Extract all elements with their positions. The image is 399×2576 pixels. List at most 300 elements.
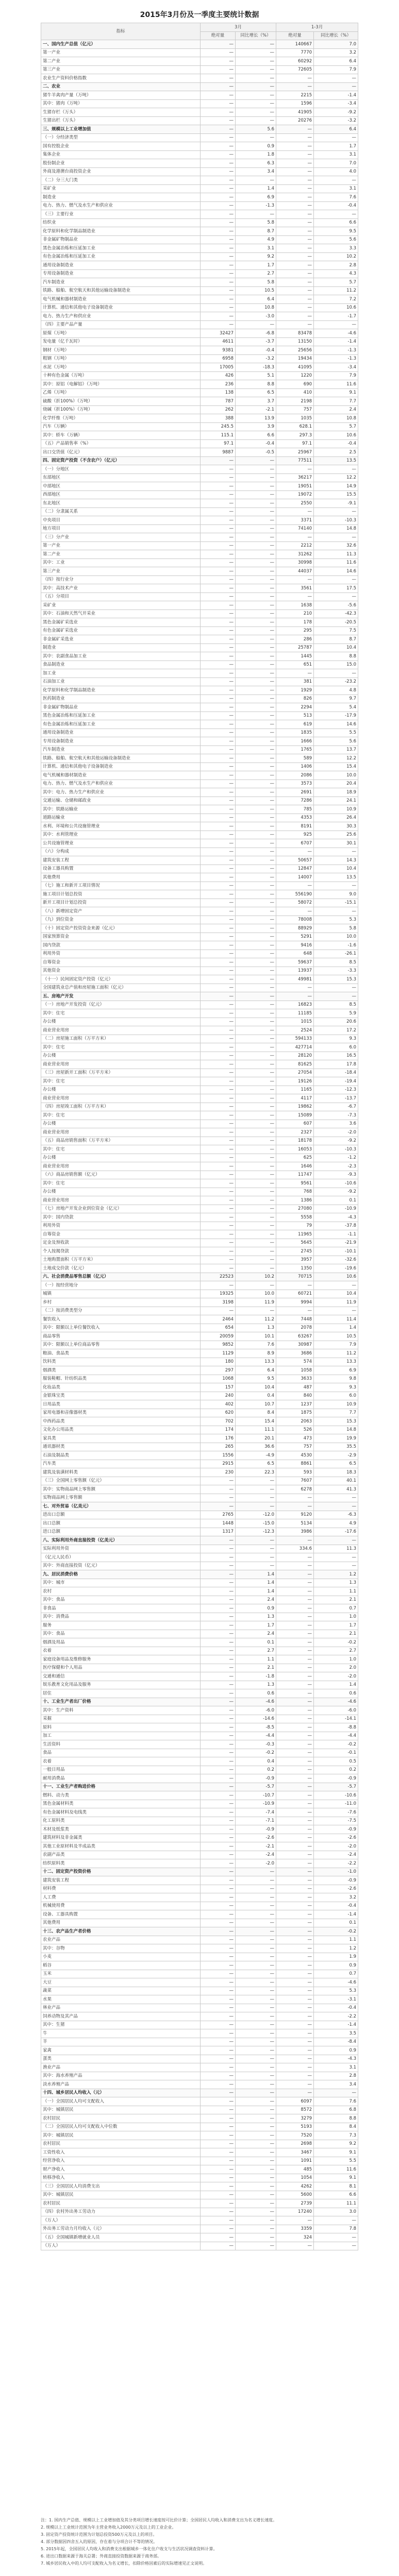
table-row [41,133,358,142]
table-row [41,533,358,542]
cell-indicator-name: 纺织原料类 [41,1859,201,1868]
cell-ytd-growth: 2.0 [314,1664,358,1672]
cell-ytd-growth: 2.4 [314,405,358,414]
cell-month-growth: — [236,2080,276,2089]
table-row [41,788,358,797]
table-row [41,1851,358,1859]
cell-month-abs: — [201,950,236,958]
cell-ytd-growth: 6.0 [314,1392,358,1400]
cell-indicator-name: 施工项目计划总投资 [41,890,201,899]
cell-indicator-name: 第一产业 [41,541,201,550]
cell-month-abs: — [201,975,236,984]
cell-month-growth: — [236,2106,276,2114]
cell-ytd-abs: 19434 [276,354,314,363]
cell-month-abs: — [201,1196,236,1205]
cell-ytd-growth: 13.7 [314,745,358,754]
cell-ytd-abs: 3467 [276,2148,314,2157]
cell-ytd-growth: 10.0 [314,771,358,780]
footnotes [41,2517,358,2567]
cell-ytd-growth: 8.8 [314,2114,358,2123]
cell-month-growth: 8.4 [236,1409,276,1417]
cell-month-abs: — [201,150,236,159]
cell-month-growth: 0.2 [236,1766,276,1774]
cell-month-abs: — [201,99,236,108]
cell-ytd-growth: — [314,592,358,601]
cell-ytd-abs: 7607 [276,1477,314,1485]
cell-month-growth: 2.1 [236,1664,276,1672]
cell-indicator-name: 其中：谷物 [41,1944,201,1953]
cell-month-abs: — [201,1944,236,1953]
cell-month-growth: 20.1 [236,1434,276,1443]
cell-month-abs: — [201,1281,236,1290]
cell-month-abs: — [201,822,236,831]
cell-month-growth: — [236,499,276,508]
cell-ytd-abs: 5558 [276,1213,314,1222]
cell-month-abs: — [201,490,236,499]
cell-month-growth: — [236,2174,276,2182]
cell-ytd-growth: 15.5 [314,490,358,499]
cell-month-abs: — [201,1604,236,1613]
cell-month-growth: — [236,1060,276,1069]
cell-ytd-abs: 3359 [276,2225,314,2233]
cell-month-abs: — [201,524,236,533]
cell-month-abs: — [201,814,236,822]
cell-indicator-name: 五、房地产开发 [41,992,201,1001]
cell-ytd-growth: -23.2 [314,677,358,686]
cell-ytd-abs: — [276,1919,314,1927]
cell-ytd-growth: 2.8 [314,261,358,270]
cell-month-growth: -0.3 [236,1740,276,1749]
cell-indicator-name: 十四、城乡居民人均收入（元） [41,2089,201,2097]
cell-month-abs: — [201,1630,236,1638]
table-row [41,380,358,389]
table-row [41,2046,358,2055]
cell-indicator-name: （一）房地产开发投资（亿元） [41,1001,201,1009]
table-row [41,1774,358,1783]
cell-ytd-growth: -1.3 [314,354,358,363]
cell-indicator-name: 金银珠宝类 [41,1392,201,1400]
cell-month-abs: — [201,2165,236,2174]
cell-ytd-growth: -0.1 [314,1749,358,1757]
table-row [41,916,358,924]
cell-ytd-growth: 13.5 [314,456,358,465]
table-row [41,1443,358,1451]
cell-ytd-abs: 20276 [276,116,314,125]
cell-ytd-abs: 2698 [276,2140,314,2148]
cell-month-abs: — [201,2063,236,2072]
cell-month-growth: — [236,2242,276,2250]
cell-month-abs: — [201,193,236,202]
cell-indicator-name: （一）全国居民人均可支配收入 [41,2097,201,2106]
cell-ytd-growth: -10.6 [314,1179,358,1188]
cell-month-growth: 13.3 [236,1358,276,1366]
cell-ytd-growth: -4.6 [314,329,358,338]
cell-ytd-growth: -37.8 [314,1222,358,1230]
cell-indicator-name: 新开工项目计划总投资 [41,899,201,907]
cell-indicator-name: 其中：生产资料 [41,1706,201,1715]
table-row [41,210,358,219]
cell-month-growth: — [236,1188,276,1196]
table-row [41,1222,358,1230]
table-row [41,660,358,669]
cell-month-abs: — [201,686,236,695]
cell-month-growth: 1.4 [236,1587,276,1596]
cell-ytd-growth: -8.8 [314,1723,358,1732]
table-row [41,1791,358,1800]
cell-month-growth: 0.9 [236,142,276,151]
cell-month-abs: — [201,201,236,210]
table-row [41,150,358,159]
cell-ytd-abs: 15089 [276,1111,314,1120]
cell-month-growth: — [236,1536,276,1545]
cell-month-abs: — [201,303,236,312]
cell-month-growth: — [236,550,276,559]
cell-ytd-abs: — [276,159,314,168]
cell-indicator-name: 其中：住宅 [41,1009,201,1018]
cell-indicator-name: 农业产品 [41,1936,201,1944]
cell-ytd-abs: — [276,575,314,584]
cell-indicator-name: 办公楼 [41,1120,201,1128]
cell-ytd-abs: — [276,320,314,329]
cell-indicator-name: 非食品 [41,1604,201,1613]
cell-month-growth: — [236,916,276,924]
cell-indicator-name: 转移净收入 [41,2174,201,2182]
cell-ytd-growth: -7.5 [314,1817,358,1825]
cell-ytd-growth: 8.7 [314,635,358,644]
cell-ytd-growth: 1.7 [314,1621,358,1630]
cell-month-abs: — [201,660,236,669]
cell-month-growth: — [236,558,276,567]
table-row [41,1511,358,1519]
cell-indicator-name: 其中：电力、热力生产和供应业 [41,788,201,797]
cell-month-growth: 1.3 [236,1681,276,1689]
table-row [41,2055,358,2063]
cell-month-abs: — [201,1043,236,1052]
cell-ytd-growth: 7.2 [314,295,358,304]
cell-month-abs: — [201,1154,236,1162]
cell-ytd-growth: 0.1 [314,1196,358,1205]
cell-month-abs: — [201,2199,236,2208]
cell-indicator-name: 有色金属冶炼和压延加工业 [41,720,201,729]
cell-ytd-abs: 210 [276,609,314,618]
table-row [41,2123,358,2131]
cell-ytd-abs: — [276,1995,314,2004]
cell-indicator-name: 其中：原铝（电解铝）（万吨） [41,380,201,389]
cell-month-abs: — [201,1927,236,1936]
cell-ytd-growth: -4.4 [314,1732,358,1740]
cell-month-growth: — [236,1103,276,1111]
cell-indicator-name: 其中：住宅 [41,1043,201,1052]
cell-month-abs: 236 [201,380,236,389]
table-row [41,2080,358,2089]
cell-ytd-growth: -1.3 [314,346,358,355]
cell-month-growth: 10.4 [236,1383,276,1392]
table-row [41,227,358,236]
cell-ytd-abs: 7448 [276,1315,314,1324]
cell-month-abs: — [201,1893,236,1902]
table-row [41,1902,358,1910]
table-row [41,2225,358,2233]
cell-ytd-growth: — [314,320,358,329]
cell-indicator-name: 制造业 [41,193,201,202]
cell-indicator-name: 家具类 [41,1434,201,1443]
cell-month-abs: 17005 [201,363,236,372]
table-row [41,899,358,907]
cell-ytd-abs: 50657 [276,856,314,865]
cell-ytd-abs: 556190 [276,890,314,899]
cell-month-abs: 9852 [201,1341,236,1349]
cell-month-growth: — [236,1876,276,1885]
cell-ytd-abs: — [276,176,314,185]
cell-indicator-name: （六）分构成 [41,848,201,856]
cell-ytd-growth: — [314,74,358,83]
table-row [41,1740,358,1749]
cell-ytd-abs: 60721 [276,1290,314,1298]
cell-month-abs: — [201,82,236,91]
cell-month-abs: — [201,57,236,66]
cell-indicator-name: 化工原料类 [41,1817,201,1825]
cell-ytd-growth: — [314,1281,358,1290]
cell-indicator-name: 经营净收入 [41,2157,201,2165]
cell-month-growth: — [236,899,276,907]
cell-ytd-abs: 19072 [276,490,314,499]
table-row [41,1290,358,1298]
cell-month-abs: — [201,1978,236,1987]
cell-month-abs: 2464 [201,1315,236,1324]
cell-ytd-growth: — [314,133,358,142]
table-row [41,1647,358,1655]
cell-month-abs: — [201,176,236,185]
cell-month-growth: — [236,82,276,91]
cell-ytd-abs: — [276,1953,314,1961]
cell-month-growth: — [236,737,276,746]
cell-month-abs: — [201,473,236,482]
cell-indicator-name: 黑色金属矿采选业 [41,618,201,627]
cell-ytd-growth: 14.8 [314,524,358,533]
table-row [41,1545,358,1553]
cell-indicator-name: 铁路、船舶、航空航天和其他运输设备制造业 [41,754,201,763]
cell-ytd-growth: 10.2 [314,252,358,261]
table-row [41,1332,358,1341]
cell-month-growth: -3.2 [236,354,276,363]
cell-ytd-abs: — [276,1749,314,1757]
cell-month-abs: — [201,1052,236,1060]
cell-indicator-name: 实物商品网上零售额 [41,1494,201,1502]
cell-indicator-name: （三）主要行业 [41,210,201,219]
cell-ytd-abs: 13937 [276,967,314,975]
cell-ytd-growth: 1.4 [314,1324,358,1332]
table-row [41,456,358,465]
cell-ytd-growth: 7.0 [314,159,358,168]
cell-ytd-growth: 13.3 [314,1358,358,1366]
table-row [41,490,358,499]
cell-ytd-abs: 7520 [276,2131,314,2140]
cell-ytd-growth: 10.8 [314,414,358,423]
cell-month-abs: — [201,159,236,168]
cell-month-growth: — [236,48,276,57]
table-row [41,2114,358,2123]
table-row [41,1655,358,1664]
cell-month-growth: 1.4 [236,184,276,193]
cell-ytd-abs: — [276,1927,314,1936]
cell-indicator-name: 七、对外贸易（亿美元） [41,1502,201,1511]
table-row [41,1553,358,1562]
cell-month-abs: — [201,1120,236,1128]
cell-indicator-name: 十、工业生产者出厂价格 [41,1698,201,1706]
cell-ytd-abs: 36217 [276,473,314,482]
table-row [41,2199,358,2208]
cell-month-growth: -10.7 [236,1791,276,1800]
table-row [41,1239,358,1247]
cell-ytd-abs: 297.3 [276,431,314,440]
cell-month-growth: -0.4 [236,346,276,355]
cell-indicator-name: 服务 [41,1621,201,1630]
cell-ytd-growth: -0.9 [314,1774,358,1783]
cell-ytd-abs: — [276,1876,314,1885]
cell-month-abs: — [201,2055,236,2063]
cell-month-abs: — [201,1842,236,1851]
table-row [41,48,358,57]
cell-month-abs: — [201,2038,236,2046]
cell-month-abs: — [201,1953,236,1961]
table-row [41,1273,358,1281]
cell-month-growth: — [236,2063,276,2072]
cell-ytd-abs: — [276,142,314,151]
cell-indicator-name: 出口总额 [41,1519,201,1528]
cell-month-growth: 0.9 [236,1604,276,1613]
cell-month-abs: — [201,1613,236,1621]
table-row [41,1834,358,1842]
cell-ytd-growth: -18.4 [314,1069,358,1077]
cell-month-growth: — [236,1094,276,1103]
cell-ytd-growth: — [314,533,358,542]
cell-ytd-growth: 0.6 [314,1689,358,1698]
cell-month-growth: — [236,1077,276,1086]
cell-ytd-growth: 9.7 [314,694,358,703]
cell-month-abs: — [201,1562,236,1570]
cell-indicator-name: （一）分地区 [41,465,201,474]
cell-month-abs: — [201,694,236,703]
cell-ytd-abs: — [276,1970,314,1978]
cell-month-abs: — [201,1817,236,1825]
cell-indicator-name: 家庭设备用品及维修服务 [41,1655,201,1664]
cell-ytd-growth: 10.6 [314,431,358,440]
table-row [41,1077,358,1086]
cell-ytd-growth: 3.2 [314,1893,358,1902]
cell-month-abs: 138 [201,388,236,397]
cell-ytd-growth: 5.3 [314,916,358,924]
header-month: 3月 [201,23,276,32]
cell-indicator-name: 计算机、通信和其他电子设备制造业 [41,303,201,312]
cell-indicator-name: 原煤（万吨） [41,329,201,338]
cell-month-abs: — [201,2012,236,2021]
cell-month-abs: — [201,1919,236,1927]
cell-month-growth: — [236,1247,276,1256]
cell-month-growth: — [236,2055,276,2063]
cell-ytd-growth: — [314,82,358,91]
cell-ytd-abs: 757 [276,1443,314,1451]
table-row [41,2174,358,2182]
table-row [41,771,358,780]
cell-month-growth: -6.8 [236,329,276,338]
table-row [41,388,358,397]
cell-ytd-growth: — [314,907,358,916]
cell-month-abs: 402 [201,1400,236,1409]
cell-ytd-abs: — [276,278,314,287]
cell-ytd-growth: 32.6 [314,541,358,550]
cell-month-abs: 174 [201,1426,236,1434]
cell-month-growth: — [236,1035,276,1043]
cell-ytd-growth: 30.1 [314,839,358,848]
cell-ytd-abs: 140667 [276,40,314,49]
cell-month-abs: — [201,1681,236,1689]
table-row [41,1570,358,1579]
cell-ytd-growth: 5.8 [314,924,358,933]
cell-ytd-growth: — [314,2216,358,2225]
cell-ytd-abs: 1165 [276,1086,314,1094]
table-row [41,465,358,474]
table-row [41,2021,358,2029]
cell-indicator-name: 燃料、动力类 [41,1791,201,1800]
cell-ytd-growth: 1.7 [314,142,358,151]
cell-month-growth: — [236,2072,276,2080]
cell-month-abs: 240 [201,1392,236,1400]
cell-indicator-name: 农村 [41,1587,201,1596]
cell-indicator-name: 餐饮收入 [41,1315,201,1324]
table-row [41,2208,358,2216]
cell-ytd-abs: 1035 [276,414,314,423]
cell-ytd-growth: 10.0 [314,933,358,941]
cell-month-abs: — [201,2225,236,2233]
cell-ytd-abs: — [276,210,314,219]
table-row [41,414,358,423]
cell-month-growth: — [236,745,276,754]
cell-indicator-name: （一）分经济类型 [41,133,201,142]
cell-month-abs: 262 [201,405,236,414]
cell-ytd-abs: 3279 [276,2114,314,2123]
cell-ytd-growth: 5.7 [314,422,358,431]
cell-ytd-abs: 410 [276,388,314,397]
cell-indicator-name: 三、规模以上工业增加值 [41,125,201,134]
cell-month-growth: 7.6 [236,1341,276,1349]
cell-month-growth: 0.1 [236,1638,276,1647]
stats-table [41,23,358,2250]
cell-ytd-abs: — [276,1562,314,1570]
cell-ytd-growth: 14.9 [314,482,358,491]
cell-ytd-abs: 1875 [276,1409,314,1417]
cell-ytd-abs: 589 [276,754,314,763]
cell-ytd-abs: 58072 [276,899,314,907]
cell-indicator-name: 其他费用 [41,1919,201,1927]
cell-month-abs: — [201,2046,236,2055]
cell-ytd-growth: 24.1 [314,796,358,805]
cell-ytd-abs: — [276,1647,314,1655]
cell-month-abs: — [201,1970,236,1978]
cell-ytd-abs: 81625 [276,1060,314,1069]
cell-month-growth: — [236,1953,276,1961]
table-row [41,1145,358,1154]
cell-month-abs: — [201,1128,236,1137]
table-row [41,1970,358,1978]
cell-month-abs: 22523 [201,1273,236,1281]
cell-indicator-name: 通用设备制造业 [41,728,201,737]
cell-month-abs: — [201,856,236,865]
cell-ytd-growth: 8.8 [314,652,358,661]
cell-month-growth: -0.9 [236,1774,276,1783]
cell-ytd-abs: 295 [276,626,314,635]
cell-ytd-growth: -15.1 [314,899,358,907]
cell-ytd-abs: 473 [276,1434,314,1443]
